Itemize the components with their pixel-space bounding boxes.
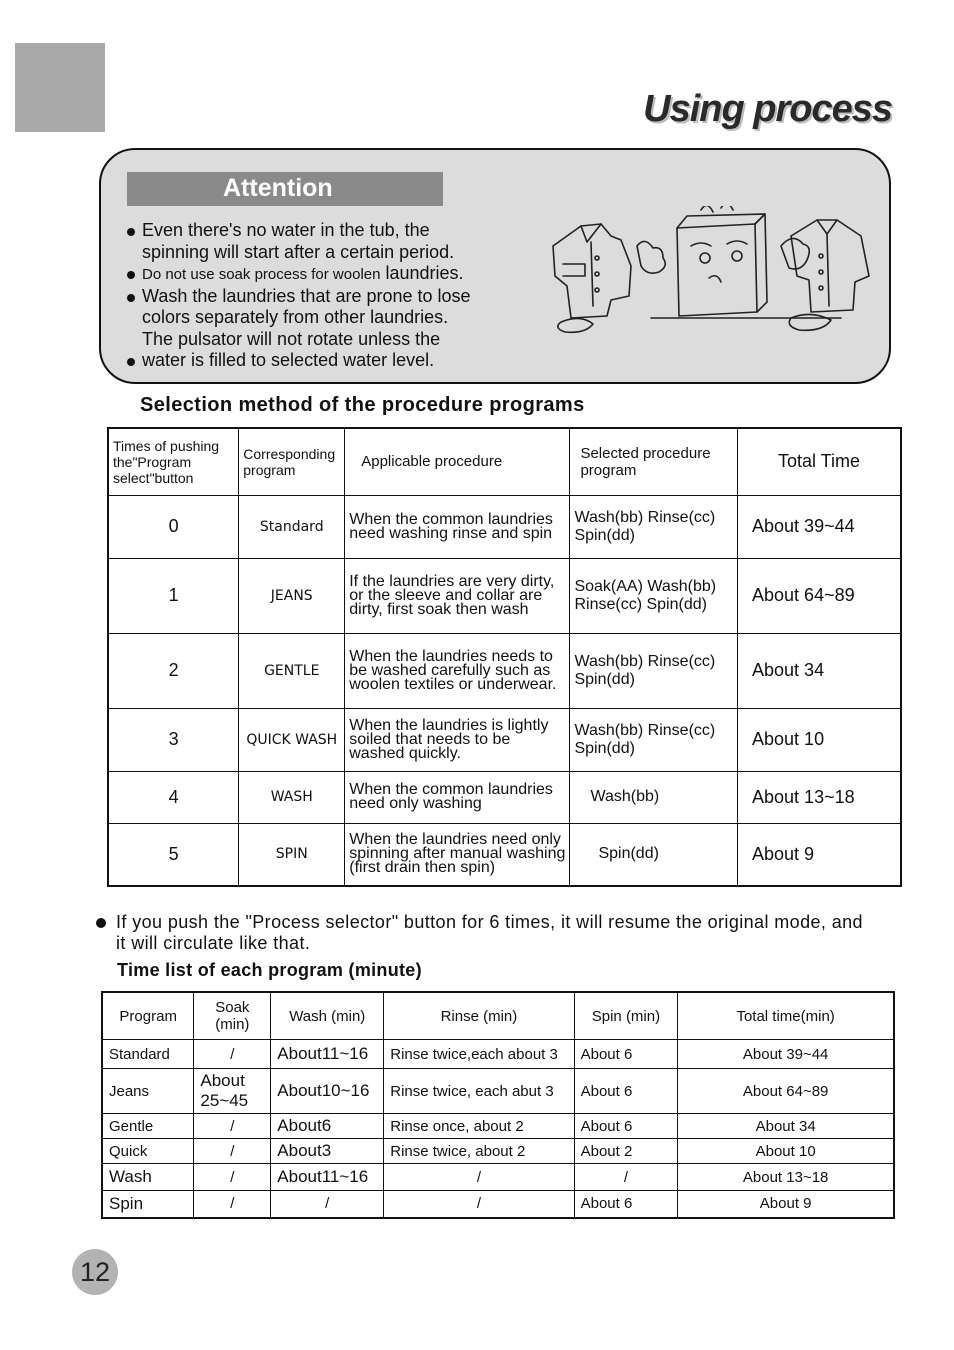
attention-item: spinning will start after a certain period.	[142, 241, 455, 262]
table-cell: About 6	[574, 1191, 678, 1218]
table-cell: Gentle	[102, 1114, 194, 1139]
table-cell: Wash	[102, 1164, 194, 1191]
table-row	[102, 1139, 894, 1164]
total-time: About 34	[738, 633, 901, 708]
selection-method-heading: Selection method of the procedure programs	[140, 394, 585, 416]
bullet-icon	[127, 228, 135, 236]
table-cell: About 64~89	[678, 1069, 894, 1114]
attention-item: water is filled to selected water level.	[127, 350, 471, 372]
table-row	[108, 633, 901, 708]
table-row	[108, 771, 901, 823]
bullet-icon	[127, 271, 135, 279]
table-row	[108, 823, 901, 886]
column-header: Wash (min)	[271, 992, 384, 1040]
column-header: Spin (min)	[574, 992, 678, 1040]
table-cell: About 6	[574, 1040, 678, 1069]
applicable-procedure: If the laundries are very dirty, or the sleeve and collar are dirty, first soak then wash	[345, 558, 570, 633]
table-cell: Rinse once, about 2	[384, 1114, 574, 1139]
program-name: JEANS	[239, 558, 345, 633]
attention-item: The pulsator will not rotate unless the	[142, 328, 441, 349]
table-cell: About 2	[574, 1139, 678, 1164]
table-cell: About 34	[678, 1114, 894, 1139]
table-cell: Standard	[102, 1040, 194, 1069]
table-row	[108, 558, 901, 633]
corner-marker	[15, 43, 105, 132]
table-cell: About 25~45	[194, 1069, 271, 1114]
table-row	[102, 1191, 894, 1218]
program-name: WASH	[239, 771, 345, 823]
table-cell: About10~16	[271, 1069, 384, 1114]
program-selection-table	[107, 427, 902, 887]
washer-cartoon-illustration	[541, 206, 871, 346]
push-count: 2	[108, 633, 239, 708]
push-count: 4	[108, 771, 239, 823]
selected-procedure: Wash(bb)	[570, 771, 738, 823]
time-list-heading: Time list of each program (minute)	[117, 960, 422, 980]
time-list-table	[101, 991, 895, 1219]
bullet-icon	[127, 358, 135, 366]
table-cell: /	[194, 1114, 271, 1139]
applicable-procedure: When the laundries needs to be washed carefully such as woolen textiles or underwear.	[345, 633, 570, 708]
total-time: About 39~44	[738, 495, 901, 558]
column-header: Total Time	[738, 428, 901, 495]
total-time: About 9	[738, 823, 901, 886]
applicable-procedure: When the laundries need only spinning after manual washing (first drain then spin)	[345, 823, 570, 886]
table-row	[108, 495, 901, 558]
attention-item: Even there's no water in the tub, the	[127, 220, 471, 242]
total-time: About 13~18	[738, 771, 901, 823]
selected-procedure: Spin(dd)	[570, 823, 738, 886]
applicable-procedure: When the laundries is lightly soiled that needs to be washed quickly.	[345, 708, 570, 771]
table-cell: /	[194, 1040, 271, 1069]
cycle-note: If you push the "Process selector" button for 6 times, it will resume the original mode, and it will circulate like that.	[96, 912, 876, 954]
program-name: SPIN	[239, 823, 345, 886]
table-cell: About 10	[678, 1139, 894, 1164]
attention-item: Wash the laundries that are prone to lose	[127, 286, 471, 308]
table-row	[102, 1164, 894, 1191]
table-cell: Rinse twice,each about 3	[384, 1040, 574, 1069]
applicable-procedure: When the common laundries need washing rinse and spin	[345, 495, 570, 558]
table-cell: About 6	[574, 1069, 678, 1114]
page-number-badge	[72, 1249, 118, 1295]
table-cell: /	[194, 1164, 271, 1191]
table-cell: /	[384, 1164, 574, 1191]
selected-procedure: Soak(AA) Wash(bb) Rinse(cc) Spin(dd)	[570, 558, 738, 633]
table-row	[102, 1114, 894, 1139]
total-time: About 64~89	[738, 558, 901, 633]
table-cell: Quick	[102, 1139, 194, 1164]
push-count: 1	[108, 558, 239, 633]
table-header-row	[102, 992, 894, 1040]
column-header: Times of pushing the"Program select"button	[108, 428, 239, 495]
push-count: 0	[108, 495, 239, 558]
column-header: Total time(min)	[678, 992, 894, 1040]
column-header: Corresponding program	[239, 428, 345, 495]
selected-procedure: Wash(bb) Rinse(cc) Spin(dd)	[570, 495, 738, 558]
column-header: Applicable procedure	[345, 428, 570, 495]
push-count: 3	[108, 708, 239, 771]
attention-item: colors separately from other laundries.	[142, 307, 449, 327]
table-cell: Spin	[102, 1191, 194, 1218]
column-header: Program	[102, 992, 194, 1040]
attention-title: Attention	[223, 174, 333, 202]
table-cell: /	[194, 1191, 271, 1218]
table-cell: About6	[271, 1114, 384, 1139]
table-cell: /	[384, 1191, 574, 1218]
selected-procedure: Wash(bb) Rinse(cc) Spin(dd)	[570, 633, 738, 708]
column-header: Rinse (min)	[384, 992, 574, 1040]
attention-header-bar	[127, 172, 443, 206]
table-row	[102, 1040, 894, 1069]
attention-list	[127, 220, 471, 372]
table-row	[108, 708, 901, 771]
table-header-row	[108, 428, 901, 495]
page-number: 12	[79, 1257, 111, 1287]
table-cell: About 39~44	[678, 1040, 894, 1069]
column-header: Soak (min)	[194, 992, 271, 1040]
page-title: Using process	[643, 88, 892, 130]
attention-panel	[99, 148, 891, 384]
bullet-icon	[96, 918, 106, 928]
column-header: Selected procedure program	[570, 428, 738, 495]
table-cell: About 13~18	[678, 1164, 894, 1191]
table-cell: About11~16	[271, 1040, 384, 1069]
total-time: About 10	[738, 708, 901, 771]
table-cell: About 9	[678, 1191, 894, 1218]
program-name: QUICK WASH	[239, 708, 345, 771]
table-row	[102, 1069, 894, 1114]
table-cell: Jeans	[102, 1069, 194, 1114]
table-cell: About3	[271, 1139, 384, 1164]
program-name: GENTLE	[239, 633, 345, 708]
attention-item: Do not use soak process for woolen laundries.	[127, 263, 471, 286]
bullet-icon	[127, 294, 135, 302]
table-cell: /	[271, 1191, 384, 1218]
table-cell: Rinse twice, each abut 3	[384, 1069, 574, 1114]
table-cell: About11~16	[271, 1164, 384, 1191]
table-cell: Rinse twice, about 2	[384, 1139, 574, 1164]
applicable-procedure: When the common laundries need only washing	[345, 771, 570, 823]
table-cell: About 6	[574, 1114, 678, 1139]
program-name: Standard	[239, 495, 345, 558]
push-count: 5	[108, 823, 239, 886]
table-cell: /	[194, 1139, 271, 1164]
selected-procedure: Wash(bb) Rinse(cc) Spin(dd)	[570, 708, 738, 771]
table-cell: /	[574, 1164, 678, 1191]
